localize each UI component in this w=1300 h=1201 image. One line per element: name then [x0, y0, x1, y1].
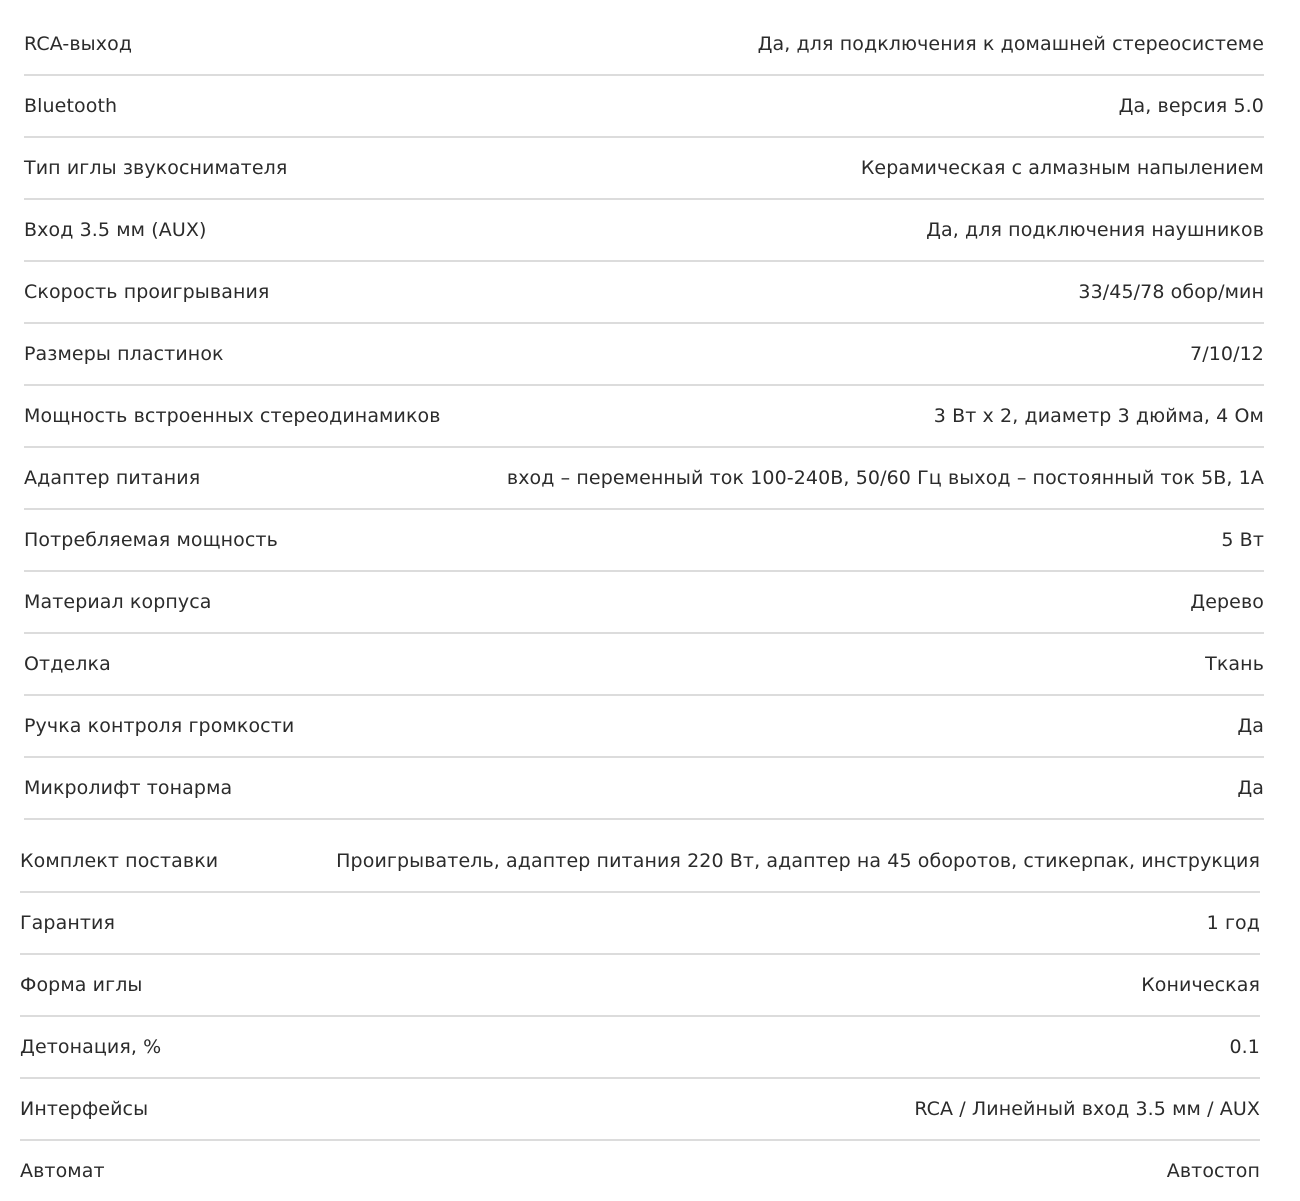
- spec-value: Да, версия 5.0: [1118, 94, 1264, 117]
- spec-row: [24, 324, 1264, 386]
- spec-label: Форма иглы: [20, 973, 143, 996]
- spec-value: Коническая: [1141, 973, 1260, 996]
- spec-row: [24, 572, 1264, 634]
- spec-label: Автомат: [20, 1159, 105, 1182]
- spec-value: Автостоп: [1166, 1159, 1260, 1182]
- spec-row: [20, 1017, 1260, 1079]
- spec-row: [24, 386, 1264, 448]
- spec-value: Да, для подключения к домашней стереосистеме: [757, 32, 1264, 55]
- spec-label: Ручка контроля громкости: [24, 714, 295, 737]
- spec-label: Bluetooth: [24, 94, 118, 117]
- spec-row: [24, 510, 1264, 572]
- spec-label: Отделка: [24, 652, 111, 675]
- spec-table-extra: [20, 831, 1260, 1201]
- spec-label: Потребляемая мощность: [24, 528, 278, 551]
- spec-row: [20, 955, 1260, 1017]
- spec-label: Размеры пластинок: [24, 342, 224, 365]
- spec-value: 33/45/78 обор/мин: [1078, 280, 1264, 303]
- spec-value: Да: [1237, 714, 1264, 737]
- spec-label: Адаптер питания: [24, 466, 201, 489]
- spec-label: Скорость проигрывания: [24, 280, 270, 303]
- spec-value: 5 Вт: [1221, 528, 1264, 551]
- spec-label: RCA-выход: [24, 32, 133, 55]
- spec-row: [24, 758, 1264, 820]
- spec-row: [20, 1141, 1260, 1201]
- spec-value: Керамическая с алмазным напылением: [860, 156, 1264, 179]
- spec-value: 0.1: [1229, 1035, 1260, 1058]
- spec-value: Ткань: [1205, 652, 1264, 675]
- spec-row: [24, 696, 1264, 758]
- spec-label: Вход 3.5 мм (AUX): [24, 218, 207, 241]
- spec-label: Материал корпуса: [24, 590, 212, 613]
- spec-label: Тип иглы звукоснимателя: [24, 156, 288, 179]
- spec-row: [24, 448, 1264, 510]
- spec-value: 1 год: [1206, 911, 1260, 934]
- spec-row: [20, 831, 1260, 893]
- spec-row: [24, 262, 1264, 324]
- spec-label: Интерфейсы: [20, 1097, 149, 1120]
- spec-row: [24, 200, 1264, 262]
- spec-value: Да: [1237, 776, 1264, 799]
- spec-row: [24, 634, 1264, 696]
- spec-value: RCA / Линейный вход 3.5 мм / AUX: [914, 1097, 1260, 1120]
- spec-value: Дерево: [1190, 590, 1264, 613]
- spec-label: Мощность встроенных стереодинамиков: [24, 404, 441, 427]
- spec-label: Детонация, %: [20, 1035, 162, 1058]
- spec-row: [20, 893, 1260, 955]
- spec-value: Да, для подключения наушников: [926, 218, 1264, 241]
- spec-row: [24, 138, 1264, 200]
- spec-table-main: [24, 14, 1264, 820]
- spec-value: 3 Вт х 2, диаметр 3 дюйма, 4 Ом: [933, 404, 1264, 427]
- spec-row: [24, 14, 1264, 76]
- spec-value: 7/10/12: [1190, 342, 1264, 365]
- spec-label: Комплект поставки: [20, 849, 219, 872]
- spec-value: вход – переменный ток 100-240В, 50/60 Гц выход – постоянный ток 5В, 1А: [506, 466, 1264, 489]
- spec-label: Микролифт тонарма: [24, 776, 233, 799]
- spec-row: [20, 1079, 1260, 1141]
- spec-value: Проигрыватель, адаптер питания 220 Вт, адаптер на 45 оборотов, стикерпак, инструкция: [336, 849, 1260, 872]
- spec-row: [24, 76, 1264, 138]
- spec-label: Гарантия: [20, 911, 116, 934]
